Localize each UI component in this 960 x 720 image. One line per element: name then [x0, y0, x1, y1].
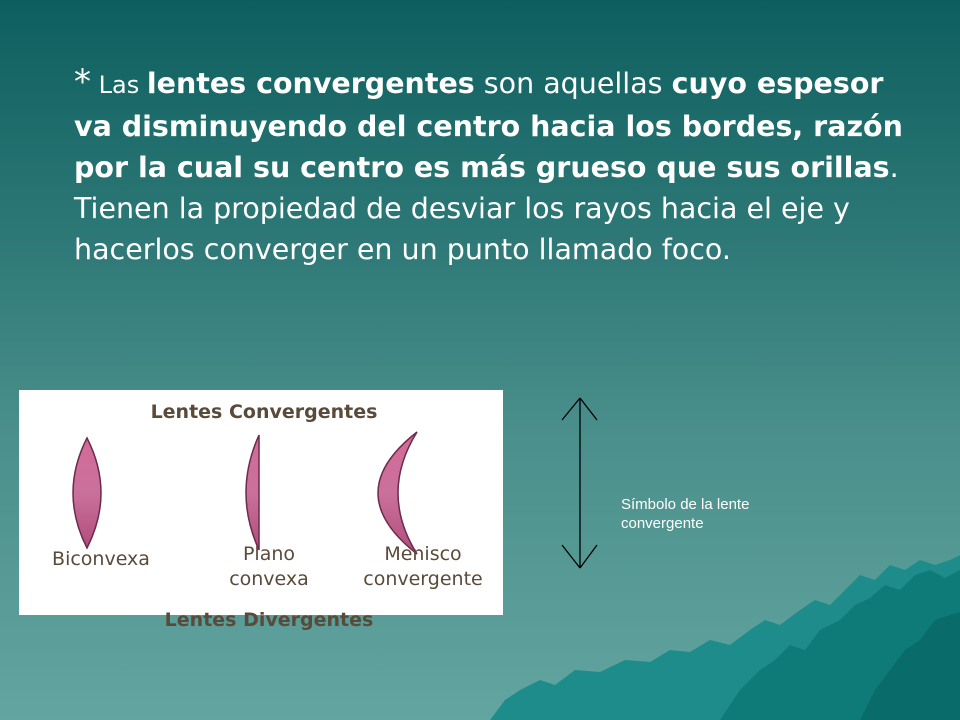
lens-label-menisco: Menisco	[384, 543, 462, 565]
symbol-caption: Símbolo de la lente convergente	[621, 496, 750, 532]
paragraph-text-3: . Tienen la propiedad de desviar los rayos hacia el eje y hacerlos converger en un punto llamado foco.	[74, 151, 899, 266]
lens-label-convexa: convexa	[229, 568, 309, 590]
paragraph-bold-2: cuyo espesor va disminuyendo del centro hacia los bordes, razón por la cual su centro es más grueso que sus orillas	[74, 67, 903, 184]
figure-cut-title: Lentes Divergentes	[164, 609, 374, 631]
paragraph-text-2: son aquellas	[474, 67, 672, 100]
bullet-star: *	[74, 62, 91, 102]
paragraph-bold-1: lentes convergentes	[146, 67, 475, 100]
converging-lens-symbol-icon	[560, 395, 610, 575]
figure-title: Lentes Convergentes	[150, 401, 378, 423]
lens-label-plano: Plano	[242, 543, 296, 565]
plano-convex-lens-icon	[246, 435, 259, 550]
lens-label-convergente: convergente	[363, 568, 483, 590]
converging-lenses-figure	[19, 390, 503, 631]
paragraph-text-1: Las	[91, 71, 147, 99]
meniscus-lens-icon	[378, 432, 417, 554]
biconvex-lens-icon	[73, 438, 101, 548]
body-paragraph	[74, 62, 904, 270]
lens-label-biconvexa: Biconvexa	[52, 548, 150, 570]
